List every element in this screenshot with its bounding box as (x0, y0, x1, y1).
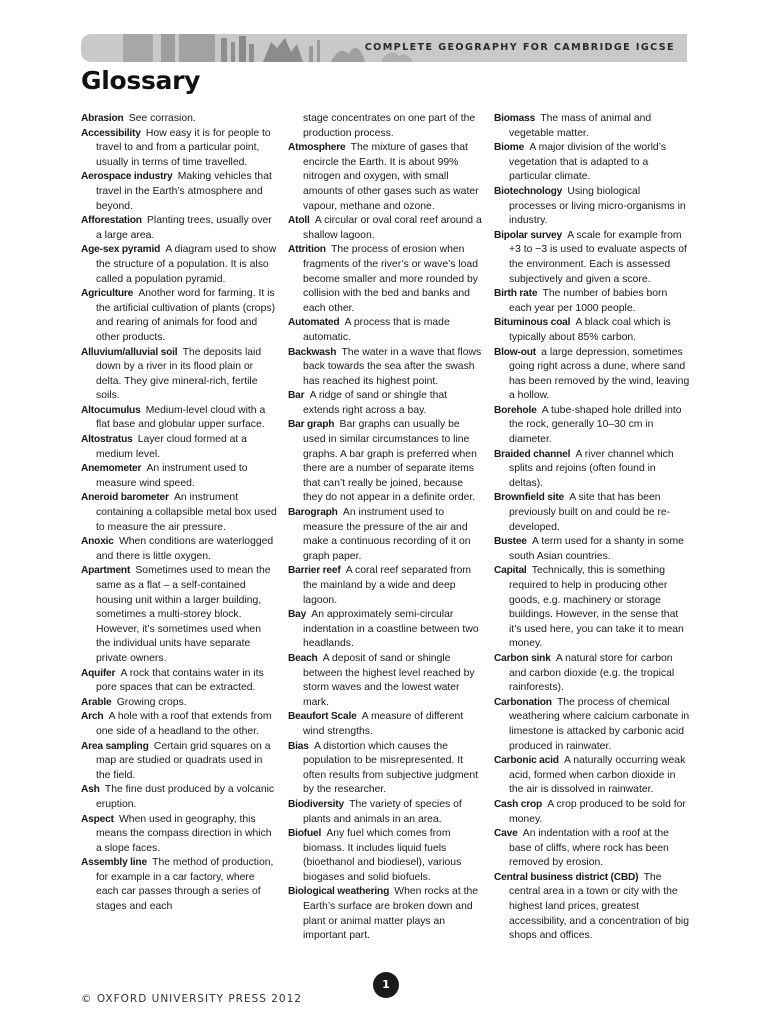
glossary-definition: A diagram used to show the structure of a population. It is also called a population pyramid. (96, 244, 277, 285)
glossary-definition: Bar graphs can usually be used in similar circumstances to line graphs. A bar graph is preferred when there are a number of separate items that can’t really be joined, because they do not appear in a definite order. (303, 419, 477, 504)
glossary-term: Biotechnology (494, 185, 563, 197)
glossary-entry (81, 243, 277, 287)
glossary-term: Altocumulus (81, 404, 141, 416)
glossary-definition: A river channel which splits and rejoins (often found in deltas). (509, 448, 674, 489)
glossary-entry (81, 127, 277, 171)
glossary-term: Aquifer (81, 667, 116, 679)
glossary-entry (81, 813, 277, 857)
glossary-entry (288, 243, 484, 316)
glossary-entry (81, 433, 277, 462)
glossary-entry (288, 652, 484, 710)
glossary-definition: A circular or oval coral reef around a shallow lagoon. (303, 215, 482, 241)
glossary-entry (494, 798, 690, 827)
glossary-entry (81, 214, 277, 243)
glossary-term: Carbonation (494, 696, 552, 708)
glossary-term: Arable (81, 696, 112, 708)
glossary-column-1 (81, 112, 277, 915)
glossary-entry (81, 856, 277, 914)
glossary-entry (494, 491, 690, 535)
glossary-term: Bar graph (288, 419, 335, 431)
glossary-definition: An indentation with a roof at the base of cliffs, where rock has been removed by erosion. (509, 828, 669, 869)
glossary-definition: See corrasion. (128, 113, 196, 124)
glossary-entry (494, 827, 690, 871)
glossary-term: Apartment (81, 565, 131, 577)
glossary-definition: A site that has been previously built on and could be re-developed. (509, 492, 671, 533)
glossary-term: Beach (288, 652, 318, 664)
glossary-definition: How easy it is for people to travel to and from a particular point, usually in terms of time travelled. (96, 127, 271, 168)
glossary-entry (81, 535, 277, 564)
glossary-term: Braided channel (494, 448, 571, 460)
glossary-entry (81, 710, 277, 739)
glossary-definition: Planting trees, usually over a large area. (96, 215, 272, 241)
glossary-term: Aerospace industry (81, 171, 173, 183)
glossary-entry (81, 112, 277, 127)
glossary-term: Altostratus (81, 434, 133, 446)
glossary-definition: When rocks at the Earth’s surface are broken down and plant or animal matter plays an important part. (303, 886, 479, 942)
glossary-definition: A naturally occurring weak acid, formed when carbon dioxide in the air is dissolved in rainwater. (509, 755, 686, 796)
glossary-entry (494, 112, 690, 141)
glossary-term: Biodiversity (288, 798, 344, 810)
glossary-term: Biological weathering (288, 886, 390, 898)
glossary-entry (81, 287, 277, 345)
glossary-term: Atoll (288, 215, 310, 227)
glossary-term: Bay (288, 609, 307, 621)
glossary-entry (81, 346, 277, 404)
glossary-definition: Sometimes used to mean the same as a flat – a self-contained housing unit within a larger building, sometimes a multi-storey block. However, it’s sometimes used when the individual units have separate private owners. (96, 565, 271, 664)
glossary-entry (288, 827, 484, 885)
glossary-entry (288, 506, 484, 564)
glossary-entry (81, 696, 277, 711)
glossary-term: Assembly line (81, 857, 147, 869)
glossary-entry (288, 346, 484, 390)
glossary-definition: a large depression, sometimes going right across a dune, where sand has been removed by the wind, leaving a hollow. (509, 346, 690, 402)
glossary-definition: Any fuel which comes from biomass. It includes liquid fuels (bioethanol and biodiesel), various biogases and solid biofuels. (303, 828, 462, 883)
glossary-term: Ash (81, 784, 100, 796)
glossary-entry (288, 710, 484, 739)
glossary-term: Agriculture (81, 288, 134, 300)
glossary-definition: When conditions are waterlogged and there is little oxygen. (96, 536, 274, 562)
glossary-definition: An instrument containing a collapsible metal box used to measure the air pressure. (96, 492, 277, 533)
glossary-term: Bar (288, 390, 305, 402)
banner-title: COMPLETE GEOGRAPHY FOR CAMBRIDGE IGCSE (364, 42, 675, 53)
glossary-entry (81, 667, 277, 696)
glossary-term: Age-sex pyramid (81, 244, 161, 256)
glossary-term: Aneroid barometer (81, 492, 169, 504)
glossary-term: Birth rate (494, 288, 538, 300)
glossary-term: Cave (494, 828, 518, 840)
glossary-definition: A distortion which causes the population to be misrepresented. It often results from subjective judgment by the researcher. (303, 740, 478, 796)
glossary-entry (494, 229, 690, 287)
glossary-definition: Making vehicles that travel in the Earth’s atmosphere and beyond. (96, 171, 272, 212)
glossary-entry (494, 404, 690, 448)
glossary-definition: A crop produced to be sold for money. (509, 798, 686, 825)
glossary-term: Abrasion (81, 113, 124, 124)
glossary-term: Brownfield site (494, 492, 565, 504)
glossary-term: Carbonic acid (494, 755, 559, 767)
glossary-entry (81, 404, 277, 433)
glossary-definition: An approximately semi-circular indentation in a coastline between two headlands. (303, 609, 479, 650)
glossary-definition: The central area in a town or city with the highest land prices, greatest accessibility, and a concentration of big shops and offices. (509, 871, 690, 942)
glossary-definition: The mixture of gases that encircle the Earth. It is about 99% nitrogen and oxygen, with small amounts of other gases such as water vapour, methane and ozone. (303, 142, 479, 212)
glossary-term: Automated (288, 317, 340, 329)
glossary-term: Anemometer (81, 463, 142, 475)
glossary-definition: The fine dust produced by a volcanic eruption. (96, 784, 275, 810)
glossary-definition: The mass of animal and vegetable matter. (509, 113, 652, 139)
glossary-column-3 (494, 112, 690, 944)
copyright-notice: © OXFORD UNIVERSITY PRESS 2012 (81, 993, 302, 1005)
glossary-entry (494, 871, 690, 944)
glossary-entry (288, 214, 484, 243)
glossary-term: Bustee (494, 536, 527, 548)
glossary-entry (288, 885, 484, 943)
glossary-entry (288, 608, 484, 652)
glossary-definition: Growing crops. (116, 696, 187, 708)
glossary-definition: A black coal which is typically about 85% carbon. (509, 317, 671, 343)
glossary-term: Biomass (494, 113, 536, 124)
glossary-entry (494, 535, 690, 564)
glossary-definition: The number of babies born each year per 1000 people. (509, 288, 668, 314)
glossary-definition: A term used for a shanty in some south Asian countries. (509, 536, 684, 562)
glossary-entry (494, 287, 690, 316)
glossary-definition: A hole with a roof that extends from one side of a headland to the other. (96, 711, 272, 737)
glossary-definition: Layer cloud formed at a medium level. (96, 434, 247, 460)
glossary-entry (81, 462, 277, 491)
glossary-definition: The method of production, for example in a car factory, where each car passes through a series of stages and each (96, 857, 274, 913)
glossary-entry (494, 448, 690, 492)
glossary-definition: When used in geography, this means the compass direction in which a slope faces. (96, 813, 272, 854)
glossary-entry (288, 112, 484, 141)
glossary-column-2 (288, 112, 484, 944)
header-banner (81, 34, 687, 62)
glossary-entry (494, 141, 690, 185)
glossary-definition: stage concentrates on one part of the production process. (303, 113, 476, 139)
glossary-definition: Using biological processes or living micro-organisms in industry. (509, 185, 686, 227)
glossary-term: Aspect (81, 813, 114, 825)
glossary-term: Capital (494, 565, 527, 577)
glossary-term: Central business district (CBD) (494, 871, 639, 883)
glossary-term: Barrier reef (288, 565, 341, 577)
glossary-term: Bituminous coal (494, 317, 571, 329)
glossary-term: Atmosphere (288, 142, 346, 154)
glossary-entry (494, 652, 690, 696)
glossary-entry (81, 170, 277, 214)
glossary-definition: A rock that contains water in its pore spaces that can be extracted. (96, 667, 264, 694)
glossary-term: Afforestation (81, 215, 142, 227)
glossary-definition: A natural store for carbon and carbon dioxide (e.g. the tropical rainforests). (509, 652, 675, 694)
glossary-term: Carbon sink (494, 652, 551, 664)
glossary-definition: The water in a wave that flows back towards the sea after the swash has reached its highest point. (303, 346, 482, 387)
glossary-term: Bias (288, 740, 309, 752)
glossary-definition: Certain grid squares on a map are studied or quadrats used in the field. (96, 740, 271, 781)
glossary-entry (81, 783, 277, 812)
glossary-definition: A tube-shaped hole drilled into the rock, generally 10–30 cm in diameter. (509, 404, 682, 446)
glossary-term: Bipolar survey (494, 229, 562, 241)
glossary-entry (494, 564, 690, 652)
glossary-term: Barograph (288, 507, 338, 519)
glossary-definition: Another word for farming. It is the artificial cultivation of plants (crops) and rearing of animals for food and other products. (96, 288, 276, 343)
page-title: Glossary (81, 66, 201, 95)
glossary-term: Biome (494, 142, 525, 154)
glossary-definition: A coral reef separated from the mainland by a wide and deep lagoon. (303, 565, 472, 606)
glossary-definition: A process that is made automatic. (303, 317, 450, 343)
glossary-term: Area sampling (81, 740, 149, 752)
glossary-entry (288, 418, 484, 506)
glossary-definition: A deposit of sand or shingle between the highest level reached by storm waves and the lowest water mark. (303, 652, 475, 708)
glossary-term: Biofuel (288, 828, 322, 840)
glossary-term: Borehole (494, 404, 537, 416)
glossary-term: Cash crop (494, 798, 543, 810)
glossary-entry (81, 740, 277, 784)
glossary-definition: Medium-level cloud with a flat base and globular upper surface. (96, 404, 266, 431)
glossary-definition: The process of erosion when fragments of the river’s or wave’s load become smaller and more rounded by collision with the bed and banks and each other. (303, 244, 479, 314)
glossary-entry (288, 389, 484, 418)
glossary-entry (494, 346, 690, 404)
page-number: 1 (373, 972, 399, 998)
glossary-entry (81, 491, 277, 535)
glossary-definition: The deposits laid down by a river in its flood plain or delta. They give mineral-rich, fertile soils. (96, 346, 262, 402)
glossary-entry (288, 141, 484, 214)
glossary-term: Anoxic (81, 536, 114, 548)
glossary-definition: An instrument used to measure the pressure of the air and make a continuous recording of it on graph paper. (303, 507, 471, 562)
glossary-entry (81, 564, 277, 666)
glossary-entry (494, 754, 690, 798)
glossary-definition: A measure of different wind strengths. (303, 711, 464, 737)
glossary-term: Accessibility (81, 127, 141, 139)
glossary-entry (288, 316, 484, 345)
glossary-definition: The process of chemical weathering where calcium carbonate in limestone is attacked by carbonic acid produced in rainwater. (509, 696, 690, 752)
glossary-entry (288, 740, 484, 798)
glossary-entry (288, 564, 484, 608)
glossary-term: Alluvium/alluvial soil (81, 346, 178, 358)
glossary-term: Attrition (288, 244, 326, 256)
glossary-term: Beaufort Scale (288, 711, 357, 723)
glossary-definition: A major division of the world’s vegetation that is adapted to a particular climate. (509, 142, 667, 183)
glossary-definition: Technically, this is something required to help in producing other goods, e.g. machinery or storage buildings. However, in the sense that it’s used here, you can take it to mean money. (509, 565, 684, 650)
glossary-entry (494, 185, 690, 229)
glossary-term: Arch (81, 711, 104, 723)
glossary-definition: A ridge of sand or shingle that extends right across a bay. (303, 390, 448, 416)
glossary-entry (494, 696, 690, 754)
glossary-term: Blow-out (494, 346, 536, 358)
glossary-definition: An instrument used to measure wind speed. (96, 463, 248, 489)
glossary-term: Backwash (288, 346, 337, 358)
glossary-definition: A scale for example from +3 to −3 is used to evaluate aspects of the environment. Each is assessed subjectively and given a score. (509, 229, 687, 285)
glossary-entry (494, 316, 690, 345)
glossary-definition: The variety of species of plants and animals in an area. (303, 798, 462, 825)
glossary-entry (288, 798, 484, 827)
